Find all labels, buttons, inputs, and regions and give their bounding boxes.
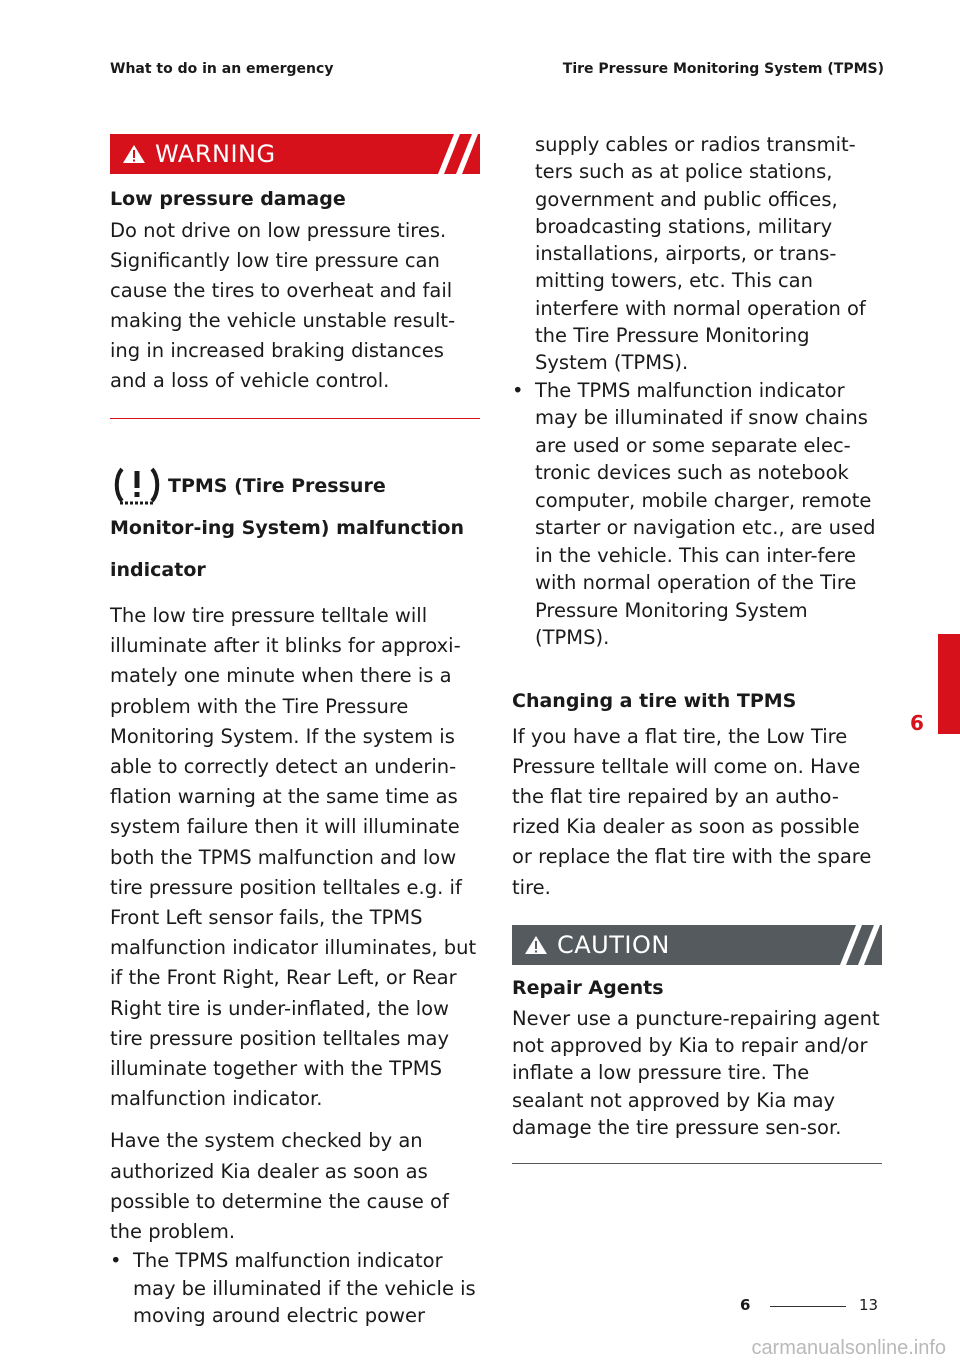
tpms-section-heading	[110, 465, 480, 591]
bullet-dot-icon: •	[512, 378, 524, 402]
caution-heading: Repair Agents	[512, 976, 664, 999]
chapter-side-number: 6	[910, 711, 924, 735]
changing-tire-heading: Changing a tire with TPMS	[512, 689, 797, 712]
footer-chapter-number: 6	[740, 1296, 751, 1314]
footer-page-number: 13	[859, 1296, 879, 1314]
chapter-side-tab	[938, 634, 960, 734]
warning-banner	[110, 134, 480, 174]
footer-divider	[770, 1306, 846, 1307]
tpms-bullet-1-start	[110, 1247, 480, 1330]
tpms-paragraph-1: The low tire pressure telltale will illuminate after it blinks for approxi-mately one minute when there is a problem with the Tire Pressure Monitoring System. If the system is able to correctly detect an underin-flation warning at the same time as system failure then it will illuminate both the TPMS malfunction and low tire pressure position telltales e.g. if Front Left sensor fails, the TPMS malfunction indicator illuminates, but if the Front Right, Rear Left, or Rear Right tire is under-inflated, the low tire pressure position telltales may illuminate together with the TPMS malfunction indicator.	[110, 604, 477, 1111]
tpms-bullet-2	[512, 377, 882, 652]
tpms-bullet-1-start-text: The TPMS malfunction indicator may be illuminated if the vehicle is moving around electric power	[133, 1249, 476, 1328]
banner-stripes-icon	[420, 134, 480, 174]
banner-stripes-icon	[822, 925, 882, 965]
warning-triangle-icon	[524, 935, 548, 955]
bullet-dot-icon: •	[110, 1249, 122, 1273]
caution-body: Never use a puncture-repairing agent not approved by Kia to repair and/or inflate a low pressure tire. The sealant not approved by Kia may damage the tire pressure sen-sor.	[512, 1006, 880, 1140]
warning-triangle-icon	[122, 144, 146, 164]
warning-body: Do not drive on low pressure tires. Significantly low tire pressure can cause the tires to overheat and fail making the vehicle unstable result-ing in increased braking distances and a loss of vehicle control.	[110, 219, 456, 392]
tpms-bullet-1-continued: supply cables or radios transmit-ters such as at police stations, government and public offices, broadcasting stations, military installations, airports, or trans-mitting towers, etc. This can interfere with normal operation of the Tire Pressure Monitoring System (TPMS).	[535, 133, 866, 375]
tpms-heading-text: TPMS (Tire Pressure Monitor-ing System) malfunction indicator	[110, 475, 464, 581]
caution-end-rule	[512, 1163, 882, 1164]
right-column	[512, 131, 882, 1164]
warning-heading: Low pressure damage	[110, 188, 346, 210]
warning-label: WARNING	[155, 140, 276, 168]
running-header-right: Tire Pressure Monitoring System (TPMS)	[562, 61, 884, 77]
caution-banner	[512, 925, 882, 965]
warning-end-rule	[110, 418, 480, 419]
running-header-left: What to do in an emergency	[110, 61, 334, 77]
tpms-warning-icon	[114, 465, 160, 507]
tpms-bullet-2-text: The TPMS malfunction indicator may be illuminated if snow chains are used or some separate elec-tronic devices such as notebook computer, mobile charger, remote starter or navigation etc., are used in the vehicle. This can inter-fere with normal operation of the Tire Pressure Monitoring System (TPMS).	[535, 378, 876, 650]
caution-label: CAUTION	[557, 930, 670, 959]
caution-block	[512, 925, 882, 1164]
watermark-text: carmanualsonline.info	[751, 1337, 946, 1359]
changing-tire-body: If you have a flat tire, the Low Tire Pressure telltale will come on. Have the flat tire repaired by an autho-rized Kia dealer as soon as possible or replace the flat tire with the spare tire.	[512, 724, 872, 899]
left-column	[110, 134, 480, 1330]
tpms-paragraph-2: Have the system checked by an authorized Kia dealer as soon as possible to determine the cause of the problem.	[110, 1129, 449, 1244]
